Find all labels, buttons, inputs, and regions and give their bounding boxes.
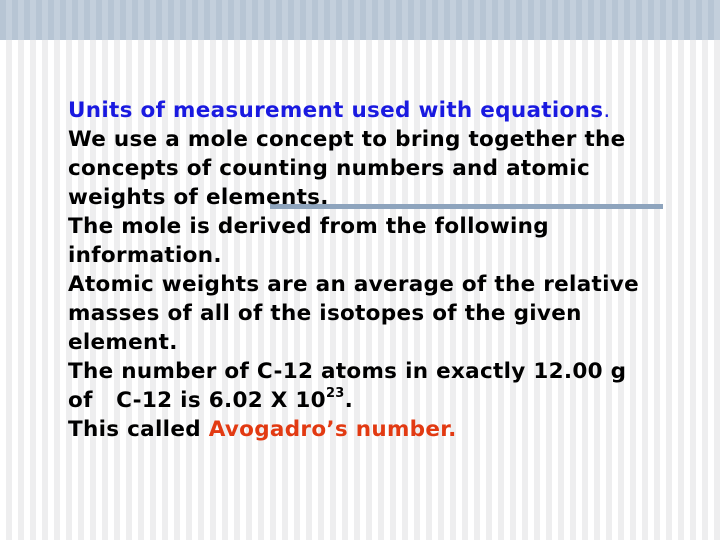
avogadro-exponent: 23 — [325, 385, 345, 401]
avogadro-name-line — [68, 415, 708, 444]
slide-heading: Units of measurement used with equations — [68, 98, 604, 123]
avogadro-name-prefix: This called — [68, 417, 209, 442]
heading-line — [68, 96, 708, 125]
body-line-3: weights of elements. — [68, 185, 329, 210]
body-line-8: element. — [68, 330, 178, 355]
body-line-7: masses of all of the isotopes of the given — [68, 301, 582, 326]
avogadro-value-prefix: of C-12 is 6.02 X 10 — [68, 388, 326, 413]
avogadro-value-suffix: . — [344, 388, 354, 413]
body-line-6: Atomic weights are an average of the relative — [68, 272, 639, 297]
avogadro-value-line — [68, 386, 708, 415]
heading-period: . — [603, 98, 611, 123]
body-line-4: The mole is derived from the following — [68, 214, 549, 239]
body-line-5: information. — [68, 243, 222, 268]
body-line-2: concepts of counting numbers and atomic — [68, 156, 590, 181]
body-line-9: The number of C-12 atoms in exactly 12.00 g — [68, 359, 627, 384]
avogadro-number-highlight: Avogadro’s number. — [208, 417, 457, 442]
slide-body-text — [68, 96, 708, 444]
body-line-1: We use a mole concept to bring together the — [68, 127, 626, 152]
top-decorative-band — [0, 0, 720, 40]
